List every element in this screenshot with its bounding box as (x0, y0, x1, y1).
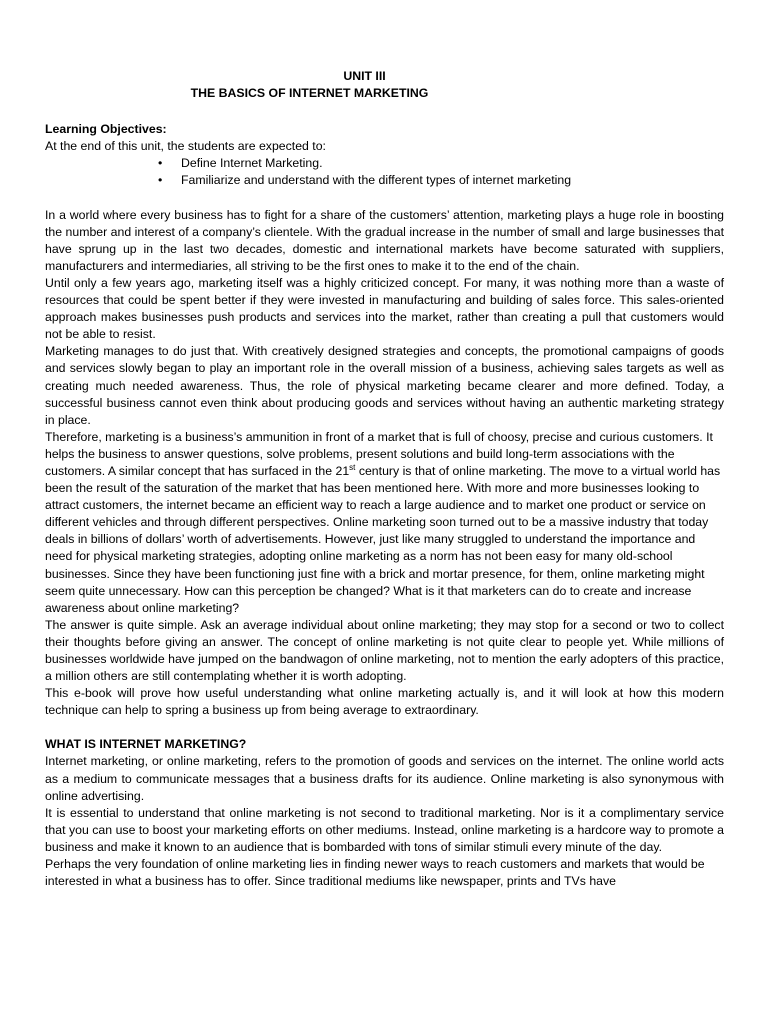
objectives-intro: At the end of this unit, the students are expected to: (45, 139, 326, 154)
unit-title: UNIT III (343, 69, 386, 83)
section-heading: WHAT IS INTERNET MARKETING? (45, 737, 247, 752)
document-body (45, 68, 724, 890)
bullet-icon: • (158, 173, 163, 188)
paragraph-online-marketing (45, 429, 724, 617)
paragraph-history: Until only a few years ago, marketing itself was a highly criticized concept. For many, it was nothing more than a waste of resources that could be spent better if they were invested in manufacturing and building of sales force. This sales-oriented approach makes businesses push products and services into the market, rather than creating a pull that customers would not be able to resist. (45, 275, 724, 342)
paragraph-definition: Internet marketing, or online marketing, refers to the promotion of goods and services on the internet. The online world acts as a medium to communicate messages that a business drafts for its audience. Online marketing is also synonymous with online advertising. (45, 754, 724, 803)
paragraph-ebook: This e-book will prove how useful understanding what online marketing actually is, and it will look at how this modern technique can help to spring a business up from being average to extraordinary. (45, 686, 724, 718)
objectives-list (45, 155, 724, 189)
objectives-heading: Learning Objectives: (45, 122, 167, 137)
learning-objectives (45, 121, 724, 189)
paragraph-answer: The answer is quite simple. Ask an average individual about online marketing; they may stop for a second or two to collect their thoughts before giving an answer. The concept of online marketing is not quite clear to people yet. While millions of businesses worldwide have jumped on the bandwagon of online marketing, not to mention the early adopters of this practice, a million others are still contemplating whether it is worth adopting. (45, 617, 724, 684)
paragraph-intro: In a world where every business has to fight for a share of the customers’ attention, marketing plays a huge role in boosting the number and interest of a company’s clientele. With the gradual increase in the number of small and large businesses that have sprung up in the last two decades, domestic and international markets have become saturated with suppliers, manufacturers and intermediaries, all striving to be the first ones to make it to the end of the chain. (45, 207, 724, 273)
list-item (45, 172, 724, 189)
paragraph-text: Therefore, marketing is a business’s ammunition in front of a market that is full of choosy, precise and curious customers. It helps the business to answer questions, solve problems, present solutions and build long-term associations with the customers. A similar concept that has surfaced in the 21 (45, 429, 713, 478)
bullet-icon: • (158, 156, 163, 171)
list-item (45, 155, 724, 172)
objective-text: Define Internet Marketing. (181, 156, 323, 171)
objective-text: Familiarize and understand with the different types of internet marketing (181, 173, 572, 188)
paragraph-essential: It is essential to understand that online marketing is not second to traditional marketing. Nor is it a complimentary service that you can use to boost your marketing efforts on other mediums. Instead, online marketing is a hardcore way to promote a business and make it known to an audience that is bombarded with tons of similar stimuli every minute of the day. (45, 805, 724, 854)
ordinal-suffix: st (349, 462, 356, 472)
title-block (45, 68, 724, 102)
paragraph-foundation: Perhaps the very foundation of online marketing lies in finding newer ways to reach customers and markets that would be interested in what a business has to offer. Since traditional mediums like newspaper, prints and TVs have (45, 857, 705, 889)
spacer (45, 190, 724, 207)
unit-subtitle: THE BASICS OF INTERNET MARKETING (190, 86, 429, 101)
paragraph-text: century is that of online marketing. The move to a virtual world has been the result of the saturation of the market that has been mentioned here. With more and more businesses looking to attract customers, the internet became an efficient way to reach a large audience and to market one product or service on different vehicles and through different perspectives. Online marketing soon turned out to be a massive industry that today deals in billions of dollars’ worth of advertisements. However, just like many struggled to understand the importance and need for physical marketing strategies, adopting online marketing as a norm has not been easy for many old-school businesses. Since they have been functioning just fine with a brick and mortar presence, for them, online marketing might seem quite unnecessary. How can this perception be changed? What is it that marketers can do to create and increase awareness about online marketing? (45, 463, 721, 615)
paragraph-marketing-role: Marketing manages to do just that. With creatively designed strategies and concepts, the promotional campaigns of goods and services slowly began to play an important role in the overall mission of a business, achieving sales targets as well as creating much needed awareness. Thus, the role of physical marketing became clearer and more defined. Today, a successful business cannot even think about producing goods and services without having an authentic marketing strategy in place. (45, 344, 724, 427)
